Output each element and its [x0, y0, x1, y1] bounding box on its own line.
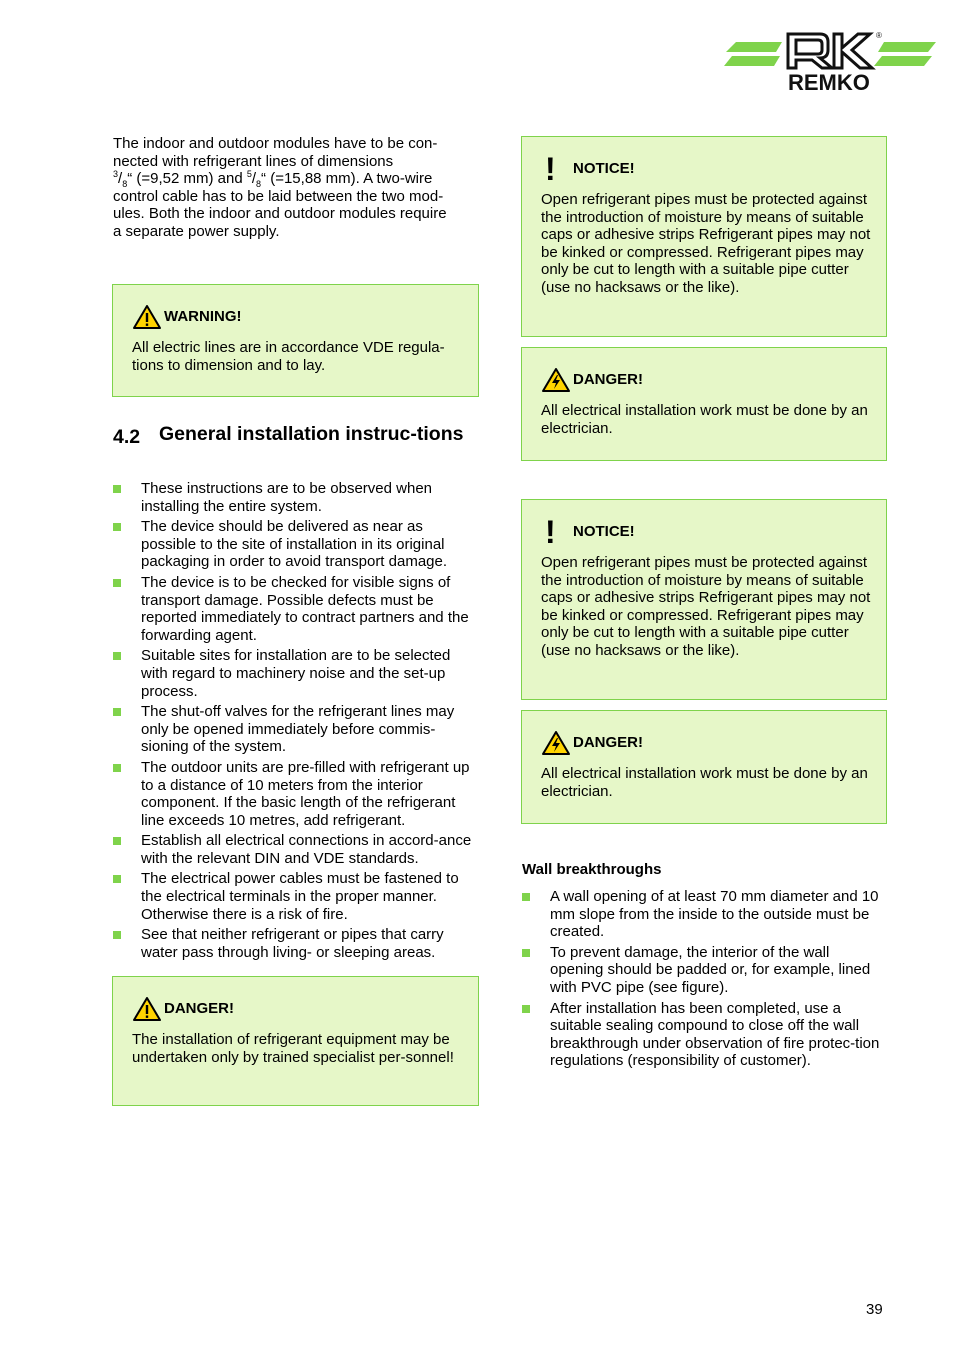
page-number: 39 — [866, 1301, 883, 1318]
high-voltage-icon — [541, 729, 573, 757]
list-item: These instructions are to be observed when installing the entire system. — [113, 480, 481, 515]
intro-paragraph — [113, 135, 473, 241]
list-item: Establish all electrical connections in accord-ance with the relevant DIN and VDE standards. — [113, 832, 481, 867]
intro-text: “ (=15,88 mm). A two-wire — [261, 170, 433, 188]
section-number: 4.2 — [113, 426, 141, 448]
warning-title: WARNING! — [164, 308, 242, 326]
danger-title: DANGER! — [164, 1000, 234, 1018]
section-heading — [113, 423, 473, 448]
notice-title: NOTICE! — [573, 523, 635, 541]
warning-triangle-icon — [132, 303, 164, 331]
notice-header — [541, 514, 876, 550]
exclamation-icon: ! — [545, 151, 556, 187]
warning-triangle-icon — [132, 995, 164, 1023]
notice-title: NOTICE! — [573, 160, 635, 178]
registered-mark: ® — [876, 31, 882, 40]
fraction-numerator: 5 — [246, 169, 252, 180]
high-voltage-icon — [541, 366, 573, 394]
intro-line: control cable has to be laid between the two mod- — [113, 187, 444, 205]
warning-box — [112, 284, 479, 397]
warning-text: All electric lines are in accordance VDE regula-tions to dimension and to lay. — [132, 339, 445, 374]
intro-line: ules. Both the indoor and outdoor modules require — [113, 205, 447, 223]
intro-line: a separate power supply. — [113, 222, 280, 240]
list-item: The electrical power cables must be fastened to the electrical terminals in the proper manner. Otherwise there is a risk of fire. — [113, 870, 481, 923]
wall-breakthroughs-heading: Wall breakthroughs — [522, 861, 662, 878]
list-item: Suitable sites for installation are to be selected with regard to machinery noise and the set-up process. — [113, 647, 481, 700]
notice-box-1 — [521, 136, 887, 337]
exclamation-icon: ! — [545, 514, 556, 550]
list-item: The shut-off valves for the refrigerant lines may only be opened immediately before commis-sioning of the system. — [113, 703, 481, 756]
intro-line: nected with refrigerant lines of dimensions — [113, 152, 394, 170]
danger-box-1 — [521, 347, 887, 461]
notice-text: Open refrigerant pipes must be protected against the introduction of moisture by means of suitable caps or adhesive strips Refrigerant pipes may not be kinked or compressed. Refrigerant pipes may only be cut to length with a suitable pipe cutter (use no hacksaws or the like). — [541, 554, 871, 659]
danger-title: DANGER! — [573, 734, 643, 752]
warning-header — [132, 303, 468, 331]
fraction-denominator: 8 — [256, 179, 262, 190]
list-item: A wall opening of at least 70 mm diameter and 10 mm slope from the inside to the outside must be created. — [522, 888, 884, 941]
danger-header — [541, 366, 876, 394]
list-item: See that neither refrigerant or pipes that carry water pass through living- or sleeping areas. — [113, 926, 481, 961]
danger-text: The installation of refrigerant equipment may be undertaken only by trained specialist per-sonnel! — [132, 1031, 454, 1066]
danger-text: All electrical installation work must be done by an electrician. — [541, 765, 868, 800]
danger-header — [132, 995, 468, 1023]
installation-instructions-list — [113, 480, 481, 964]
danger-box-left — [112, 976, 479, 1106]
logo-text: REMKO — [788, 70, 870, 94]
intro-text: “ (=9,52 mm) and — [127, 170, 247, 188]
list-item: The device should be delivered as near as possible to the site of installation in its original packaging in order to avoid transport damage. — [113, 518, 481, 571]
notice-header — [541, 151, 876, 187]
danger-header — [541, 729, 876, 757]
list-item: The outdoor units are pre-filled with refrigerant up to a distance of 10 meters from the interior component. If the basic length of the refrigerant line exceeds 10 metres, add refrigerant. — [113, 759, 481, 829]
intro-line-fractions: $^3/_8“$ (=9,52 mm) and $^5/_8“$ (=15,88 mm). A two-wire — [113, 169, 433, 190]
list-item: The device is to be checked for visible signs of transport damage. Possible defects must be reported immediately to contract partners and the forwarding agent. — [113, 574, 481, 644]
remko-logo — [724, 30, 938, 94]
intro-line: The indoor and outdoor modules have to be con- — [113, 135, 438, 152]
section-title: General installation instruc-tions — [159, 423, 464, 445]
fraction-numerator: 3 — [113, 169, 119, 180]
wall-breakthroughs-list — [522, 888, 884, 1073]
fraction-denominator: 8 — [122, 179, 128, 190]
notice-box-2 — [521, 499, 887, 700]
danger-text: All electrical installation work must be done by an electrician. — [541, 402, 868, 437]
danger-box-2 — [521, 710, 887, 824]
danger-title: DANGER! — [573, 371, 643, 389]
list-item: After installation has been completed, use a suitable sealing compound to close off the wall breakthrough under observation of fire protec-tion regulations (responsibility of customer). — [522, 1000, 884, 1070]
list-item: To prevent damage, the interior of the wall opening should be padded or, for example, lined with PVC pipe (see figure). — [522, 944, 884, 997]
notice-text: Open refrigerant pipes must be protected against the introduction of moisture by means of suitable caps or adhesive strips Refrigerant pipes may not be kinked or compressed. Refrigerant pipes may only be cut to length with a suitable pipe cutter (use no hacksaws or the like). — [541, 191, 871, 296]
